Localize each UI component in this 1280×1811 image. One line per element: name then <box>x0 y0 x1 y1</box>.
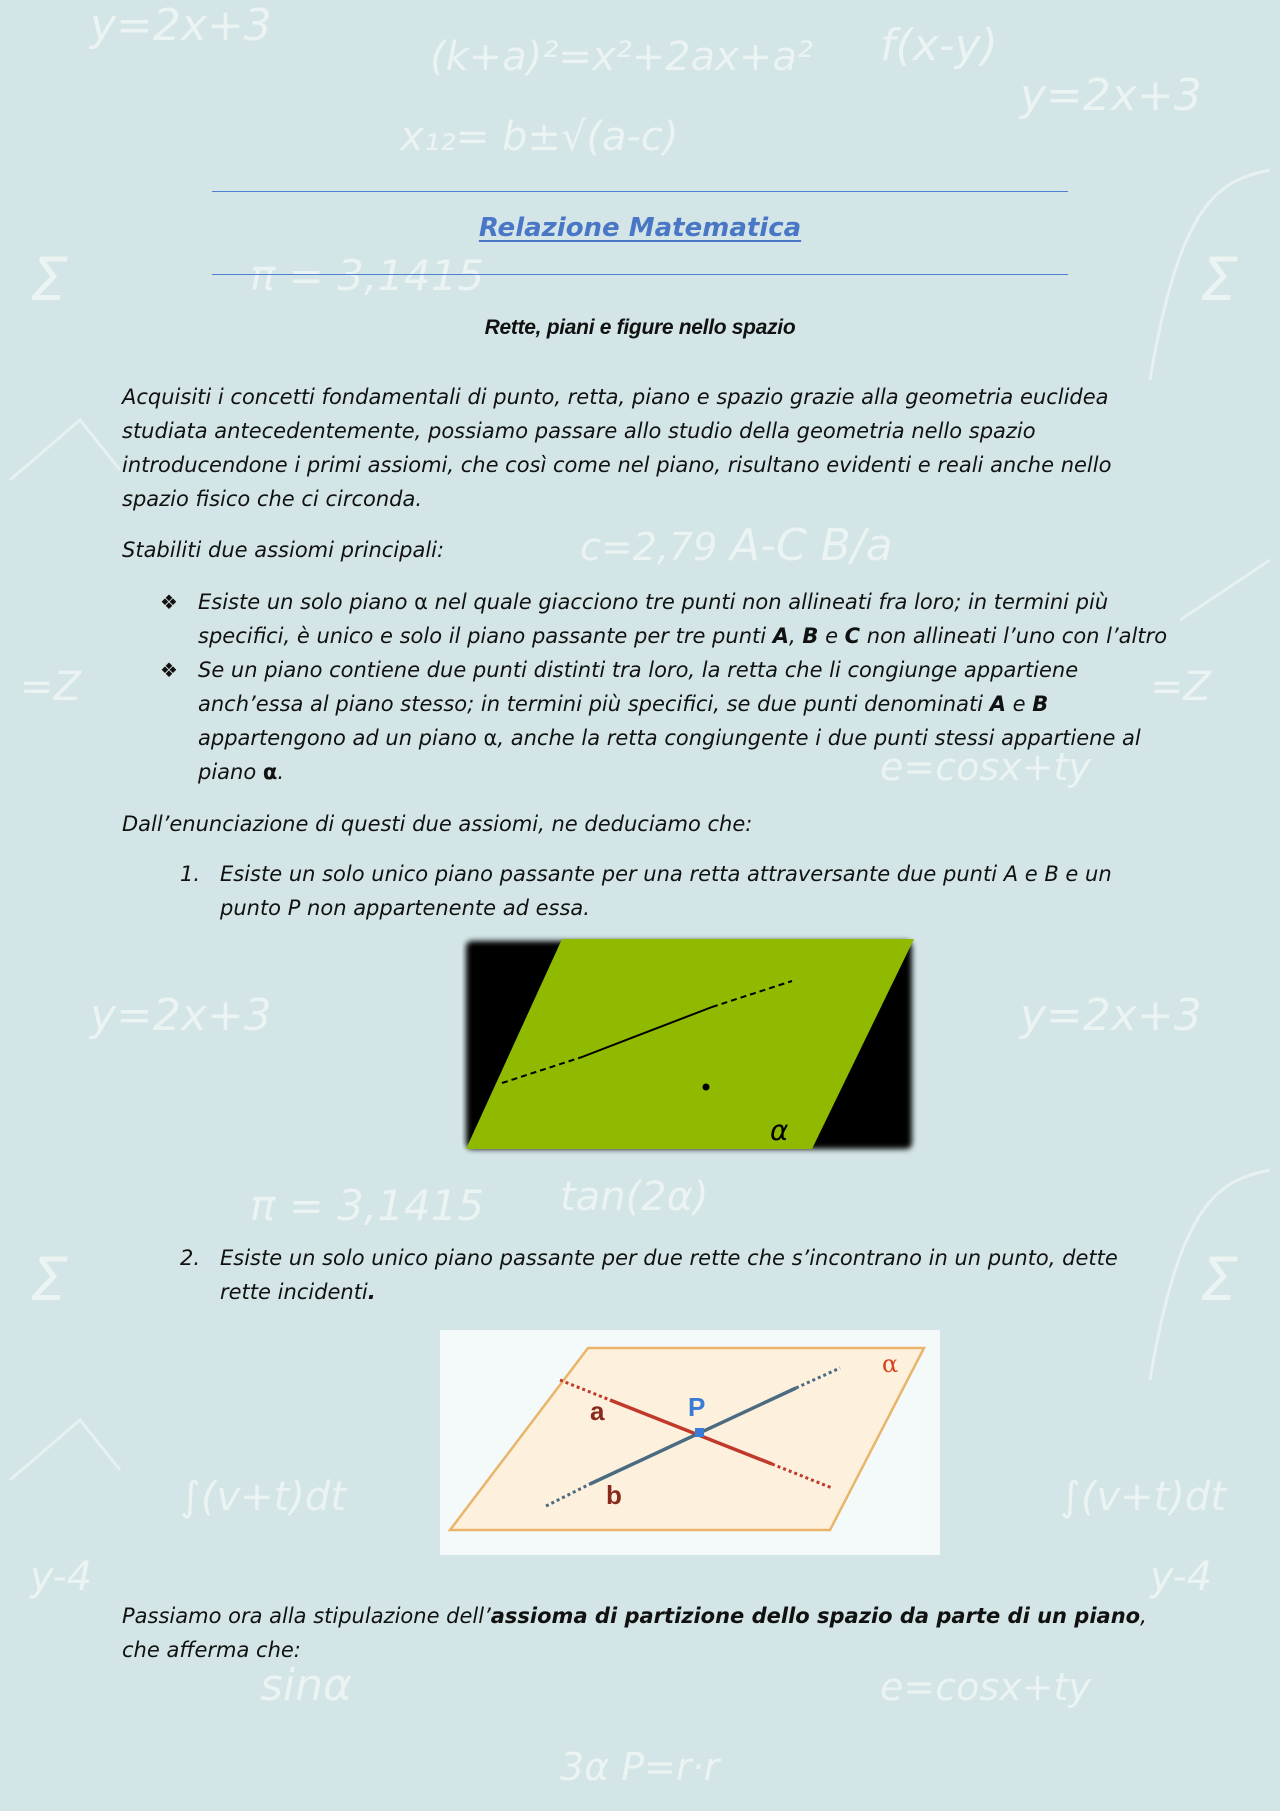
svg-text:Σ: Σ <box>1200 245 1238 315</box>
svg-text:Σ: Σ <box>30 1245 68 1315</box>
axiom-1-text: non allineati l’uno con l’altro <box>860 624 1168 648</box>
svg-text:(k+a)²=x²+2ax+a²: (k+a)²=x²+2ax+a² <box>430 34 813 80</box>
svg-text:π = 3,1415: π = 3,1415 <box>250 251 485 300</box>
svg-text:Σ: Σ <box>1200 1245 1238 1315</box>
svg-text:=Z: =Z <box>1150 664 1211 710</box>
alpha-label: α <box>770 1114 789 1147</box>
svg-text:∫(v+t)dt: ∫(v+t)dt <box>180 1474 346 1520</box>
separator: e <box>1005 692 1033 716</box>
axiom-1-text: Esiste un solo piano <box>198 590 415 614</box>
svg-text:f(x-y): f(x-y) <box>880 20 998 71</box>
alpha-symbol: α <box>414 590 428 614</box>
axiom-2-text: Se un piano contiene due punti distinti tra loro, la retta che li congiunge appartiene anch’essa al piano stesso; in termini più specifici, se due punti denominati <box>198 658 1079 716</box>
diamond-bullet-icon: ❖ <box>160 590 178 614</box>
axioms-intro: Stabiliti due assiomi principali: <box>122 538 445 562</box>
deduction-item-2 <box>180 1241 1170 1309</box>
svg-text:sinα: sinα <box>260 1660 353 1711</box>
svg-text:y=2x+3: y=2x+3 <box>1020 990 1202 1041</box>
svg-text:∫(v+t)dt: ∫(v+t)dt <box>1060 1474 1226 1520</box>
point-a-label: A <box>989 692 1006 716</box>
subtitle: Rette, piani e figure nello spazio <box>484 316 796 339</box>
point-c-label: C <box>844 624 861 648</box>
point-p <box>703 1084 710 1091</box>
point-b-label: B <box>802 624 819 648</box>
plane-figure-1 <box>462 935 918 1155</box>
plane-figure-2 <box>440 1330 940 1555</box>
deduction-item-1 <box>180 857 1170 925</box>
svg-text:x₁₂= b±√(a-c): x₁₂= b±√(a-c) <box>400 114 679 160</box>
svg-text:e=cosx+ty: e=cosx+ty <box>880 745 1091 789</box>
svg-text:c=2,79: c=2,79 <box>580 525 718 569</box>
item-text: Esiste un solo unico piano passante per due rette che s’incontrano in un punto, dette rette incidenti <box>220 1246 1118 1304</box>
point-a-label: A <box>772 624 790 648</box>
item-number: 2. <box>180 1246 201 1270</box>
axiom-2-text: , anche la retta congiungente i due punti stessi appartiene al piano <box>198 726 1141 784</box>
closing-text: , che afferma che: <box>122 1604 1147 1662</box>
page-title: Relazione Matematica <box>478 213 802 243</box>
svg-text:tan(2α): tan(2α) <box>560 1174 709 1220</box>
svg-text:y=2x+3: y=2x+3 <box>90 990 272 1041</box>
svg-text:=Z: =Z <box>20 664 81 710</box>
line-a-label: a <box>590 1396 605 1426</box>
point-p-label: P <box>688 1392 706 1422</box>
item-text-end: . <box>367 1280 376 1304</box>
svg-text:y-4: y-4 <box>1150 1554 1213 1600</box>
separator: e <box>818 624 845 648</box>
point-p-marker <box>695 1428 704 1437</box>
item-number: 1. <box>180 862 201 886</box>
point-b-label: B <box>1032 692 1049 716</box>
axiom-2-text: appartengono ad un piano <box>198 726 484 750</box>
closing-paragraph <box>122 1599 1162 1667</box>
plane-alpha-label: α <box>882 1350 899 1378</box>
svg-text:y=2x+3: y=2x+3 <box>90 0 272 51</box>
svg-text:π = 3,1415: π = 3,1415 <box>250 1181 485 1230</box>
svg-text:y-4: y-4 <box>30 1554 93 1600</box>
item-text: Esiste un solo unico piano passante per una retta attraversante due punti A e B e un punto P non appartenente ad essa. <box>220 862 1112 920</box>
diamond-bullet-icon: ❖ <box>160 658 178 682</box>
line-b-label: b <box>606 1480 622 1510</box>
intro-paragraph: Acquisiti i concetti fondamentali di punto, retta, piano e spazio grazie alla geometria euclidea studiata antecedentemente, possiamo passare allo studio della geometria nello spazio introducendone i primi assiomi, che così come nel piano, risultano evidenti e reali anche nello spazio fisico che ci circonda. <box>122 385 1112 511</box>
axiom-2-text: . <box>277 760 284 784</box>
alpha-symbol: α <box>262 760 278 784</box>
separator: , <box>789 624 803 648</box>
svg-text:y=2x+3: y=2x+3 <box>1020 70 1202 121</box>
deduction-intro: Dall’enunciazione di questi due assiomi, ne deduciamo che: <box>122 812 753 836</box>
axiom-bullet-2 <box>160 653 1168 789</box>
axiom-1-text: nel quale giacciono tre punti non allineati fra loro; in termini più specifici, è unico e solo il piano passante per tre punti <box>198 590 1109 648</box>
title-top-rule <box>212 191 1068 192</box>
svg-text:e=cosx+ty: e=cosx+ty <box>880 1665 1091 1709</box>
alpha-symbol: α <box>483 726 498 750</box>
closing-text: Passiamo ora alla stipulazione dell’ <box>122 1604 491 1628</box>
title-bottom-rule <box>212 274 1068 275</box>
closing-bold-text: assioma di partizione dello spazio da parte di un piano <box>490 1604 1141 1628</box>
svg-text:Σ: Σ <box>30 245 68 315</box>
svg-text:3α P=r·r: 3α P=r·r <box>560 1745 720 1789</box>
svg-text:A-C B/a: A-C B/a <box>730 520 893 571</box>
axiom-bullet-1 <box>160 585 1168 653</box>
